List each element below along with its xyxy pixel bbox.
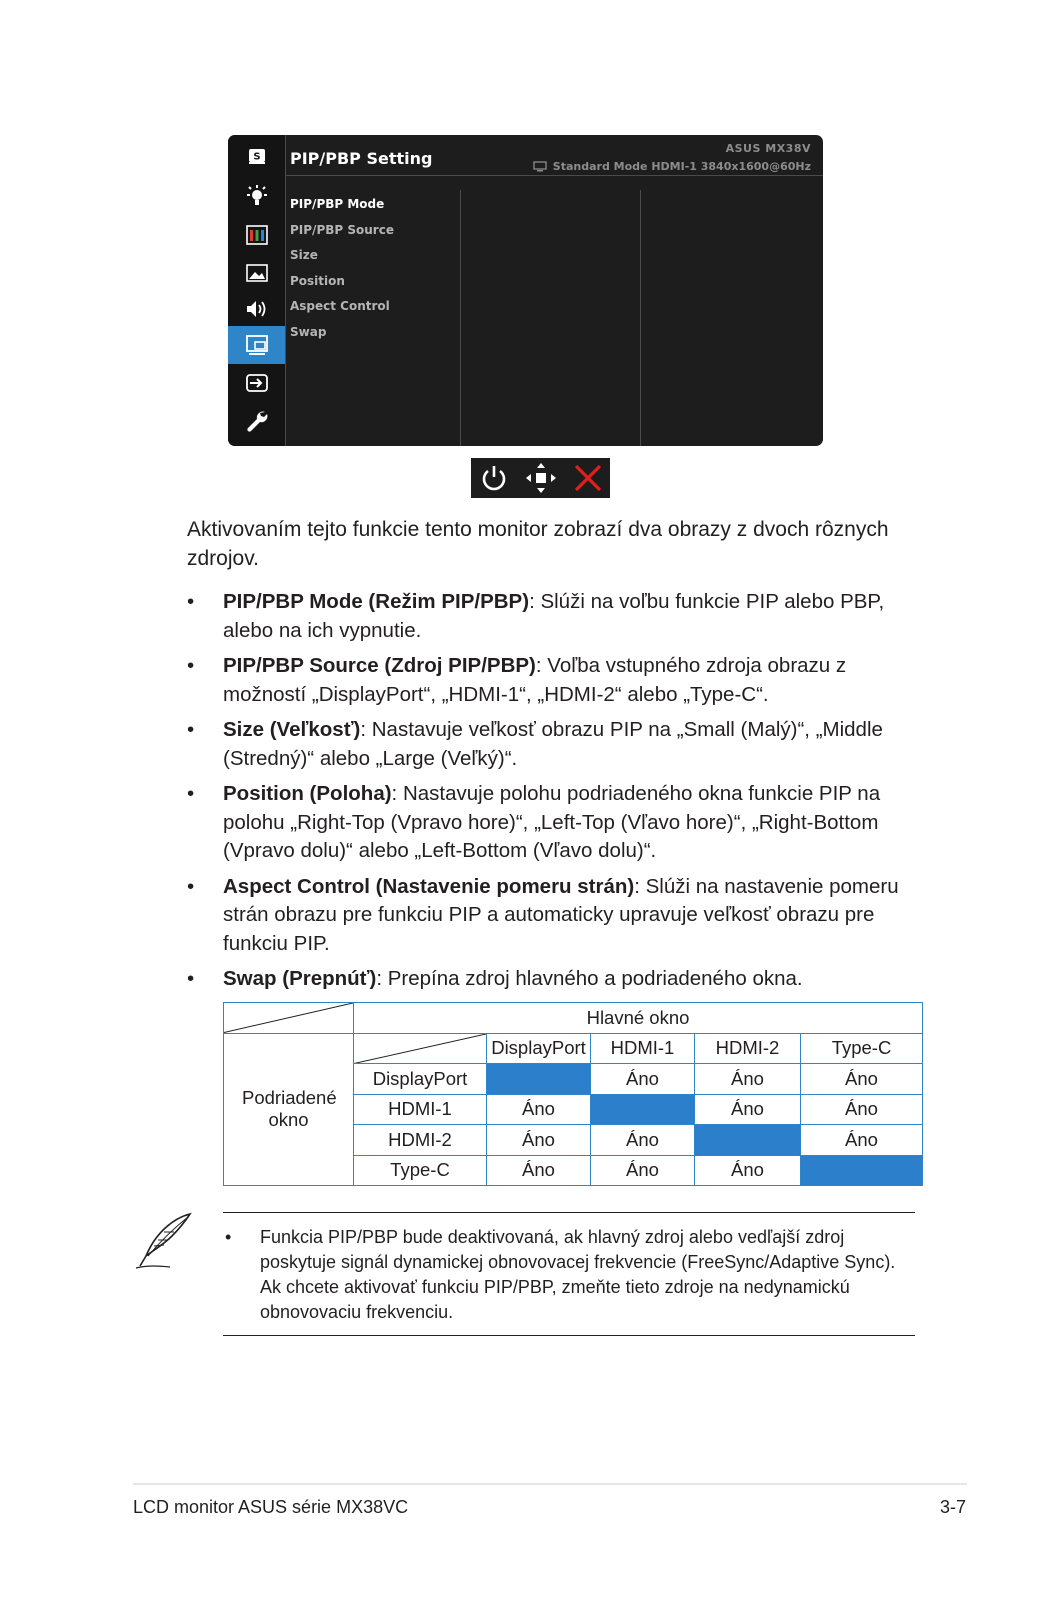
- system-setup-icon[interactable]: [228, 402, 285, 440]
- note-rule-top: [223, 1212, 915, 1213]
- column-header: HDMI-1: [591, 1033, 695, 1064]
- row-header: Type-C: [354, 1155, 487, 1186]
- column-header: HDMI-2: [695, 1033, 801, 1064]
- list-item: [187, 780, 927, 866]
- blocked-cell: [801, 1155, 923, 1186]
- osd-sidebar: [228, 135, 285, 446]
- note-feather-icon: [134, 1210, 196, 1272]
- list-item: [187, 652, 927, 709]
- row-header: HDMI-2: [354, 1125, 487, 1156]
- osd-header-divider: [285, 175, 823, 176]
- blocked-cell: [487, 1064, 591, 1095]
- row-header: HDMI-1: [354, 1094, 487, 1125]
- item-term: Position (Poloha): [223, 782, 392, 805]
- table-cell: Áno: [591, 1155, 695, 1186]
- bullet-mark: •: [187, 590, 195, 613]
- note-body: Funkcia PIP/PBP bude deaktivovaná, ak hlavný zdroj alebo vedľajší zdroj poskytuje signál dynamickej obnovovacej frekvencie (FreeSync/Adaptive Sync). Ak chcete aktivovať funkciu PIP/PBP, zmeňte tieto zdroje na nedynamickú obnovovaciu frekvenciu.: [260, 1227, 896, 1322]
- color-icon[interactable]: [228, 216, 285, 254]
- page-number: 3-7: [939, 1497, 966, 1517]
- osd-title: PIP/PBP Setting: [290, 149, 433, 168]
- main-window-header: Hlavné okno: [354, 1003, 923, 1034]
- item-text: : Nastavuje polohu podriadeného okna funkcie PIP na polohu „Right-Top (Vpravo hore)“, „Left-Top (Vľavo hore)“, „Right-Bottom (Vpravo dolu)“ alebo „Left-Bottom (Vľavo dolu)“.: [223, 782, 881, 862]
- column-header: DisplayPort: [487, 1033, 591, 1064]
- table-cell: Áno: [591, 1064, 695, 1095]
- osd-status: [533, 160, 811, 173]
- list-item: [187, 965, 927, 994]
- navigate-icon[interactable]: [524, 461, 558, 495]
- footer-rule: [133, 1483, 967, 1485]
- osd-menu-item-position[interactable]: Position: [290, 273, 345, 288]
- list-item: [187, 588, 927, 645]
- osd-screen: [228, 135, 823, 446]
- osd-status-text: Standard Mode HDMI-1 3840x1600@60Hz: [552, 160, 811, 173]
- osd-menu: [290, 195, 394, 348]
- table-cell: Áno: [695, 1155, 801, 1186]
- input-select-icon[interactable]: [228, 364, 285, 402]
- table-cell: Áno: [695, 1094, 801, 1125]
- row-header: DisplayPort: [354, 1064, 487, 1095]
- sound-icon[interactable]: [228, 290, 285, 328]
- image-icon[interactable]: [228, 254, 285, 292]
- column-header: Type-C: [801, 1033, 923, 1064]
- item-text: : Slúži na voľbu funkcie PIP alebo PBP, alebo na ich vypnutie.: [223, 590, 885, 642]
- item-term: Aspect Control (Nastavenie pomeru strán): [223, 874, 635, 898]
- list-item: [187, 873, 927, 959]
- sub-window-header: Podriadené okno: [224, 1033, 354, 1186]
- item-term: Swap (Prepnúť): [223, 967, 377, 990]
- table-cell: Áno: [591, 1125, 695, 1156]
- blocked-cell: [695, 1125, 801, 1156]
- splendid-letter: S: [252, 151, 261, 163]
- splendid-icon[interactable]: [228, 137, 285, 175]
- list-item: [187, 716, 927, 773]
- pip-pbp-icon[interactable]: [228, 326, 285, 364]
- osd-model-name: ASUS MX38V: [725, 142, 811, 155]
- table-cell: Áno: [487, 1094, 591, 1125]
- note-text: [223, 1225, 903, 1325]
- osd-menu-item-pip-pbp-mode[interactable]: PIP/PBP Mode: [290, 197, 385, 211]
- corner-cell: [224, 1003, 354, 1034]
- bullet-mark: •: [225, 1227, 232, 1247]
- table-cell: Áno: [487, 1155, 591, 1186]
- table-cell: Áno: [695, 1064, 801, 1095]
- table-cell: Áno: [801, 1094, 923, 1125]
- note-rule-bottom: [223, 1335, 915, 1336]
- item-text: : Nastavuje veľkosť obrazu PIP na „Small (Malý)“, „Middle (Stredný)“ alebo „Large (Veľký)“.: [223, 718, 883, 770]
- bullet-mark: •: [187, 782, 195, 805]
- table-cell: Áno: [487, 1125, 591, 1156]
- brightness-icon[interactable]: [228, 178, 285, 216]
- osd-divider: [285, 135, 286, 446]
- osd-column-divider: [460, 190, 461, 446]
- control-keys: [471, 458, 610, 498]
- corner-cell: [354, 1033, 487, 1064]
- item-term: PIP/PBP Source (Zdroj PIP/PBP): [223, 654, 536, 677]
- intro-paragraph: Aktivovaním tejto funkcie tento monitor zobrazí dva obrazy z dvoch rôznych zdrojov.: [187, 518, 889, 570]
- item-text: : Slúži na nastavenie pomeru strán obrazu pre funkciu PIP a automaticky upravuje veľkosť obrazu pre funkciu PIP.: [223, 874, 899, 955]
- item-term: Size (Veľkosť): [223, 718, 361, 741]
- bullet-mark: •: [187, 874, 195, 898]
- osd-column-divider: [640, 190, 641, 446]
- table-cell: Áno: [801, 1125, 923, 1156]
- item-term: PIP/PBP Mode (Režim PIP/PBP): [223, 590, 530, 613]
- footer-title: LCD monitor ASUS série MX38VC: [133, 1497, 409, 1517]
- bullet-mark: •: [187, 967, 195, 990]
- monitor-icon: [533, 161, 547, 172]
- osd-menu-item-aspect-control[interactable]: Aspect Control: [290, 299, 390, 313]
- osd-menu-item-size[interactable]: Size: [290, 248, 318, 262]
- bullet-mark: •: [187, 718, 195, 741]
- item-text: : Prepína zdroj hlavného a podriadeného okna.: [376, 967, 803, 990]
- table-cell: Áno: [801, 1064, 923, 1095]
- blocked-cell: [591, 1094, 695, 1125]
- feature-list: [187, 588, 927, 1001]
- power-icon[interactable]: [479, 463, 509, 493]
- bullet-mark: •: [187, 654, 195, 677]
- osd-menu-item-swap[interactable]: Swap: [290, 324, 327, 339]
- swap-table: [223, 1002, 923, 1186]
- osd-menu-item-pip-pbp-source[interactable]: PIP/PBP Source: [290, 222, 394, 237]
- close-icon[interactable]: [573, 463, 603, 493]
- item-text: : Voľba vstupného zdroja obrazu z možností „DisplayPort“, „HDMI-1“, „HDMI-2“ alebo „Type-C“.: [223, 654, 847, 706]
